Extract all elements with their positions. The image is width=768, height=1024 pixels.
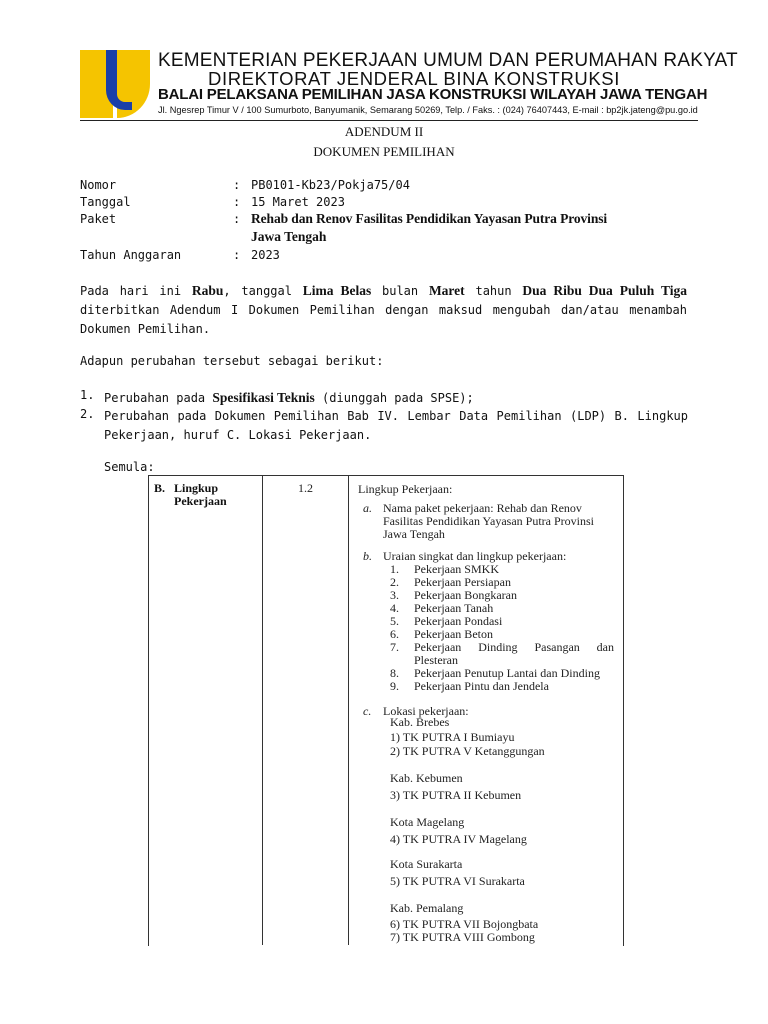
- item-a-marker: a.: [363, 501, 372, 515]
- work-item-text: Pekerjaan Penutup Lantai dan Dinding: [414, 666, 600, 680]
- item-a-line1: Nama paket pekerjaan: Rehab dan Renov: [383, 501, 582, 515]
- change-1-text: [104, 388, 688, 408]
- work-item-text: Plesteran: [414, 653, 458, 667]
- item-b-text: Uraian singkat dan lingkup pekerjaan:: [383, 549, 567, 563]
- table-clause-number: 1.2: [298, 481, 313, 495]
- location-pemalang: Kab. Pemalang: [390, 901, 464, 915]
- location-magelang: Kota Magelang: [390, 815, 465, 829]
- table-section-title-2: Pekerjaan: [174, 494, 227, 508]
- work-item-number: 1.: [390, 562, 399, 576]
- intro-year: Dua Ribu Dua Puluh Tiga: [522, 283, 687, 298]
- location-kebumen: Kab. Kebumen: [390, 771, 463, 785]
- location-5: 5) TK PUTRA VI Surakarta: [390, 874, 525, 888]
- intro-text-1: Pada hari ini: [80, 284, 192, 298]
- logo-white-gap: [113, 50, 117, 84]
- paket-label: Paket: [80, 212, 117, 226]
- work-item-number: 8.: [390, 666, 399, 680]
- item-a-line3: Jawa Tengah: [383, 527, 445, 541]
- paket-value-line2: Jawa Tengah: [251, 229, 327, 244]
- location-3: 3) TK PUTRA II Kebumen: [390, 788, 522, 802]
- work-item-text: Pekerjaan Beton: [414, 627, 493, 641]
- item-a-line2: Fasilitas Pendidikan Yayasan Putra Provinsi: [383, 514, 595, 528]
- work-item-number: 6.: [390, 627, 399, 641]
- intro-text-5: diterbitkan Adendum I Dokumen Pemilihan dengan maksud mengubah dan/atau menambah Dokumen Pemilihan.: [80, 303, 687, 336]
- office-address: Jl. Ngesrep Timur V / 100 Sumurboto, Banyumanik, Semarang 50269, Telp. / Faks. : (024) 76407443, E-mail : bp2jk.jateng@pu.go.id: [158, 105, 698, 115]
- tanggal-colon: :: [233, 195, 241, 209]
- location-brebes: Kab. Brebes: [390, 715, 450, 729]
- location-7: 7) TK PUTRA VIII Gombong: [390, 930, 535, 944]
- table-divider-1: [262, 475, 263, 945]
- intro-text-2: , tanggal: [223, 284, 303, 298]
- ministry-name: KEMENTERIAN PEKERJAAN UMUM DAN PERUMAHAN RAKYAT: [158, 50, 738, 71]
- location-4: 4) TK PUTRA IV Magelang: [390, 832, 527, 846]
- location-2: 2) TK PUTRA V Ketanggungan: [390, 744, 545, 758]
- work-item-number: 3.: [390, 588, 399, 602]
- work-item-text: Pekerjaan Pondasi: [414, 614, 503, 628]
- document-title: ADENDUM II: [344, 124, 424, 139]
- table-section-title-1: Lingkup: [174, 481, 219, 495]
- ministry-logo: [80, 50, 150, 118]
- work-item-number: 2.: [390, 575, 399, 589]
- work-item-number: 4.: [390, 601, 399, 615]
- changes-intro: Adapun perubahan tersebut sebagai berikut:: [80, 354, 384, 368]
- work-item-text: Pekerjaan Pintu dan Jendela: [414, 679, 549, 693]
- work-item-text: Pekerjaan SMKK: [414, 562, 499, 576]
- nomor-value: PB0101-Kb23/Pokja75/04: [251, 178, 410, 192]
- tahun-colon: :: [233, 248, 241, 262]
- intro-month: Maret: [428, 283, 465, 298]
- intro-paragraph: [80, 281, 687, 339]
- work-item-text: Pekerjaan Tanah: [414, 601, 494, 615]
- work-item-text: Pekerjaan Persiapan: [414, 575, 511, 589]
- intro-day: Rabu: [191, 283, 224, 298]
- change-2-text: Perubahan pada Dokumen Pemilihan Bab IV. Lembar Data Pemilihan (LDP) B. Lingkup Pekerjaan, huruf C. Lokasi Pekerjaan.: [104, 409, 688, 442]
- change-1-bold: Spesifikasi Teknis: [212, 390, 315, 405]
- location-surakarta: Kota Surakarta: [390, 857, 463, 871]
- nomor-label: Nomor: [80, 178, 117, 192]
- item-b-marker: b.: [363, 549, 372, 563]
- nomor-colon: :: [233, 178, 241, 192]
- semula-label: Semula:: [104, 460, 155, 474]
- paket-colon: :: [233, 212, 241, 226]
- scope-heading: Lingkup Pekerjaan:: [358, 482, 453, 496]
- paket-value-line1: Rehab dan Renov Fasilitas Pendidikan Yayasan Putra Provinsi: [251, 211, 608, 226]
- letterhead-divider: [80, 120, 698, 121]
- intro-text-4: tahun: [464, 284, 523, 298]
- tanggal-label: Tanggal: [80, 195, 131, 209]
- work-item-number: 7.: [390, 640, 399, 654]
- work-item-text: Pekerjaan Dinding Pasangan dan: [414, 640, 614, 654]
- location-1: 1) TK PUTRA I Bumiayu: [390, 730, 515, 744]
- change-2-number: 2.: [80, 407, 95, 421]
- work-item-number: 9.: [390, 679, 399, 693]
- office-name: BALAI PELAKSANA PEMILIHAN JASA KONSTRUKSI WILAYAH JAWA TENGAH: [158, 86, 708, 103]
- location-6: 6) TK PUTRA VII Bojongbata: [390, 917, 539, 931]
- change-1-pre: Perubahan pada: [104, 391, 213, 405]
- document-subtitle: DOKUMEN PEMILIHAN: [313, 144, 455, 159]
- tanggal-value: 15 Maret 2023: [251, 195, 345, 209]
- directorate-name: DIREKTORAT JENDERAL BINA KONSTRUKSI: [208, 68, 620, 89]
- work-item-text: Pekerjaan Bongkaran: [414, 588, 517, 602]
- tahun-label: Tahun Anggaran: [80, 248, 182, 262]
- intro-date: Lima Belas: [302, 283, 372, 298]
- change-1-number: 1.: [80, 388, 95, 402]
- table-divider-2: [348, 475, 349, 945]
- item-c-text: Lokasi pekerjaan:: [383, 704, 469, 718]
- table-section-letter: B.: [154, 481, 166, 495]
- intro-text-3: bulan: [371, 284, 429, 298]
- item-c-marker: c.: [363, 704, 372, 718]
- change-1-post: (diunggah pada SPSE);: [314, 391, 474, 405]
- tahun-value: 2023: [251, 248, 280, 262]
- work-item-number: 5.: [390, 614, 399, 628]
